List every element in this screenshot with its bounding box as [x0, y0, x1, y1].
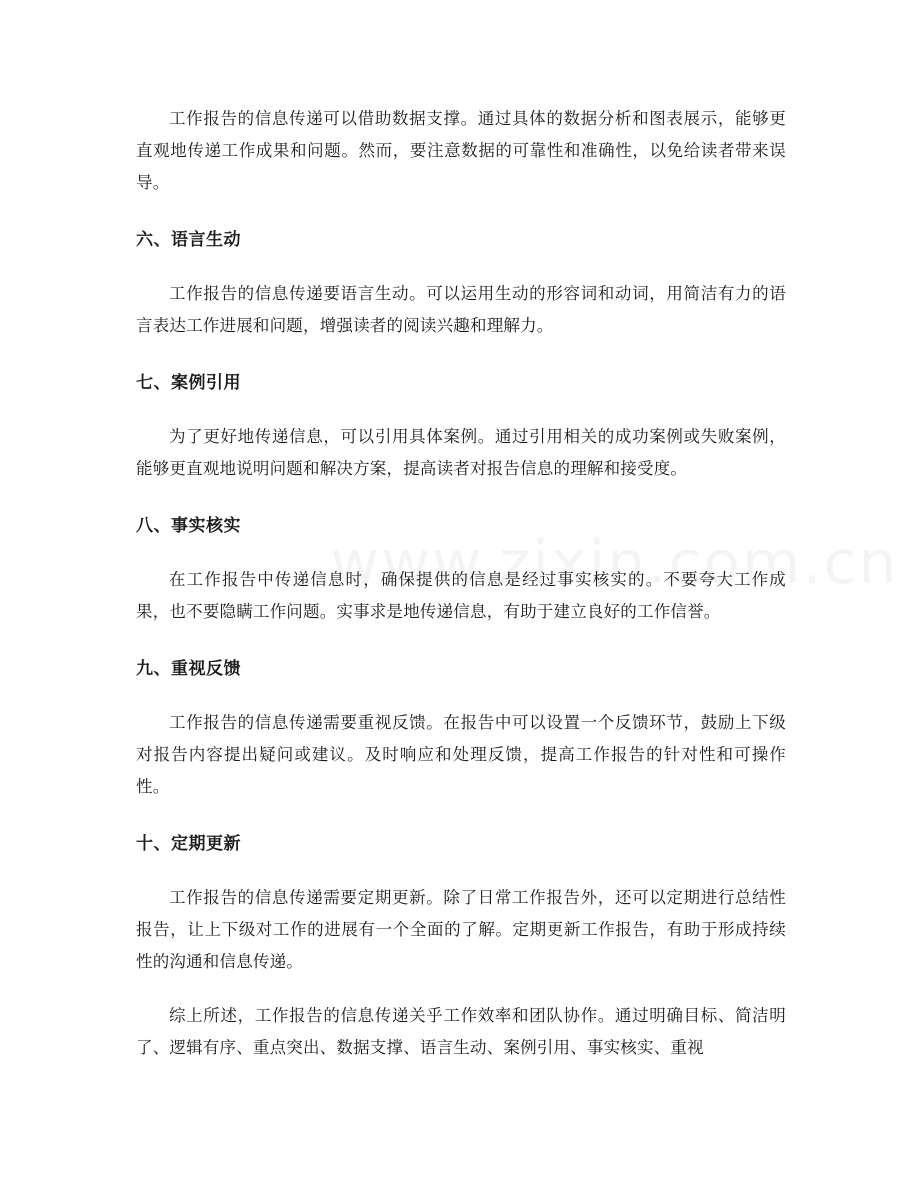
heading-case-citation: 七、案例引用	[136, 373, 241, 393]
paragraph-case-citation: 为了更好地传递信息，可以引用具体案例。通过引用相关的成功案例或失败案例，能够更直观地说明问题和解决方案，提高读者对报告信息的理解和接受度。	[136, 427, 786, 478]
paragraph-fact-check: 在工作报告中传递信息时，确保提供的信息是经过事实核实的。不要夸大工作成果，也不要隐瞒工作问题。实事求是地传递信息，有助于建立良好的工作信誉。	[136, 570, 786, 621]
paragraph-regular-update: 工作报告的信息传递需要定期更新。除了日常工作报告外，还可以定期进行总结性报告，让上下级对工作的进展有一个全面的了解。定期更新工作报告，有助于形成持续性的沟通和信息传递。	[136, 888, 786, 971]
paragraph-feedback: 工作报告的信息传递需要重视反馈。在报告中可以设置一个反馈环节，鼓励上下级对报告内容提出疑问或建议。及时响应和处理反馈，提高工作报告的针对性和可操作性。	[136, 713, 786, 796]
paragraph-vivid-language: 工作报告的信息传递要语言生动。可以运用生动的形容词和动词，用简洁有力的语言表达工作进展和问题，增强读者的阅读兴趣和理解力。	[136, 284, 786, 335]
document-page	[136, 103, 786, 1064]
heading-vivid-language: 六、语言生动	[136, 230, 241, 250]
paragraph-data-support: 工作报告的信息传递可以借助数据支撑。通过具体的数据分析和图表展示，能够更直观地传递工作成果和问题。然而，要注意数据的可靠性和准确性，以免给读者带来误导。	[136, 109, 786, 192]
paragraph-conclusion: 综上所述，工作报告的信息传递关乎工作效率和团队协作。通过明确目标、简洁明了、逻辑有序、重点突出、数据支撑、语言生动、案例引用、事实核实、重视	[136, 1006, 786, 1057]
heading-feedback: 九、重视反馈	[136, 659, 241, 679]
heading-regular-update: 十、定期更新	[136, 834, 241, 854]
heading-fact-check: 八、事实核实	[136, 516, 241, 536]
